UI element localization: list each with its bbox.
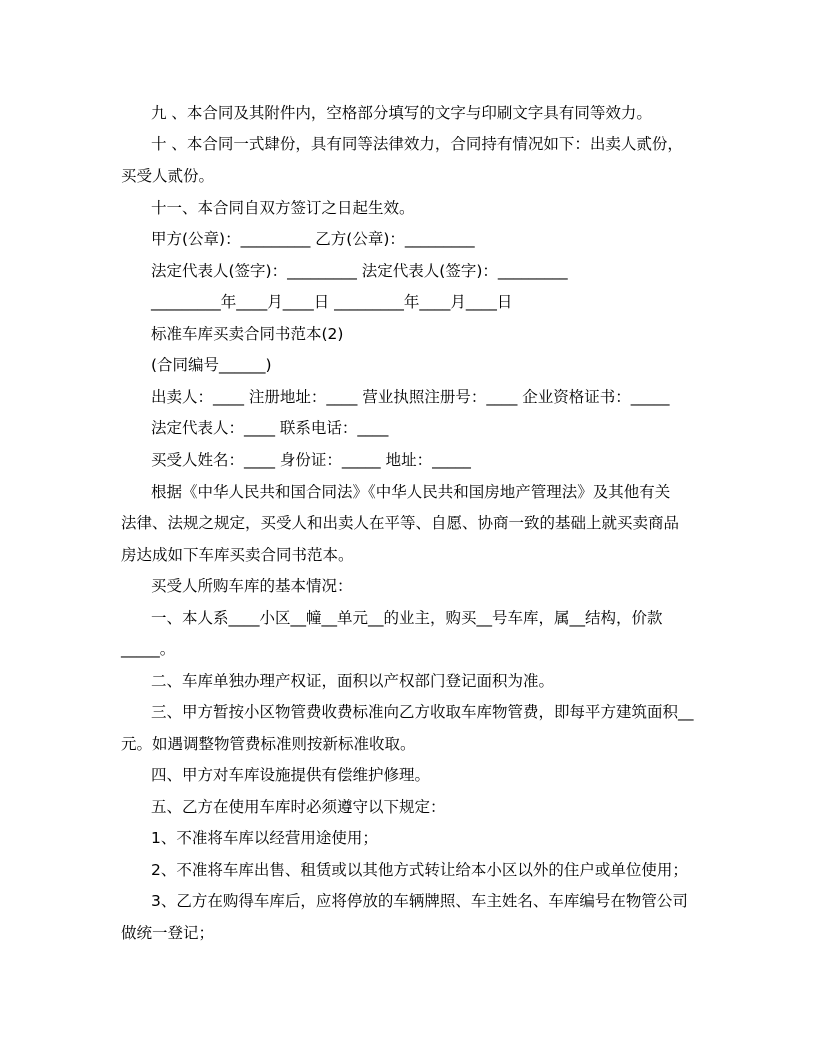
rule-2: 2、不准将车库出售、租赁或以其他方式转让给本小区以外的住户或单位使用； xyxy=(151,861,688,879)
basis-paragraph-line-3: 房达成如下车库买卖合同书范本。 xyxy=(121,546,354,564)
date-line: _________年____月____日 _________年____月____日 xyxy=(151,293,513,311)
item-3-line-1: 三、甲方暂按小区物管费收费标准向乙方收取车库物管费，即每平方建筑面积__ xyxy=(151,703,694,721)
seal-line: 甲方(公章)：_________ 乙方(公章)：_________ xyxy=(151,230,475,248)
garage-basic-info-heading: 买受人所购车库的基本情况： xyxy=(151,577,353,595)
item-1-line-2: _____。 xyxy=(121,640,176,658)
buyer-info: 买受人姓名：____ 身份证：_____ 地址：_____ xyxy=(151,451,471,469)
item-2: 二、车库单独办理产权证，面积以产权部门登记面积为准。 xyxy=(151,672,555,690)
item-5-heading: 五、乙方在使用车库时必须遵守以下规定： xyxy=(151,798,446,816)
section-title: 标准车库买卖合同书范本(2) xyxy=(151,325,344,343)
clause-10: 十 、本合同一式肆份，具有同等法律效力，合同持有情况如下：出卖人贰份， xyxy=(151,135,683,153)
legal-representative-info: 法定代表人：____ 联系电话：____ xyxy=(151,419,389,437)
item-4: 四、甲方对车库设施提供有偿维护修理。 xyxy=(151,766,431,784)
basis-paragraph-line-1: 根据《中华人民共和国合同法》《中华人民共和国房地产管理法》及其他有关 xyxy=(151,483,671,501)
clause-9: 九 、本合同及其附件内，空格部分填写的文字与印刷文字具有同等效力。 xyxy=(151,104,652,122)
signature-line: 法定代表人(签字)：_________ 法定代表人(签字)：_________ xyxy=(151,262,568,280)
rule-3-line-2: 做统一登记； xyxy=(121,924,215,942)
contract-number: (合同编号______) xyxy=(151,356,272,374)
basis-paragraph-line-2: 法律、法规之规定，买受人和出卖人在平等、自愿、协商一致的基础上就买卖商品 xyxy=(121,514,680,532)
item-1-line-1: 一、本人系____小区__幢__单元__的业主，购买__号车库，属__结构，价款 xyxy=(151,609,663,627)
clause-11: 十一、本合同自双方签订之日起生效。 xyxy=(151,199,415,217)
item-3-line-2: 元。如遇调整物管费标准则按新标准收取。 xyxy=(121,735,416,753)
clause-10-continued: 买受人贰份。 xyxy=(121,167,215,185)
seller-info: 出卖人：____ 注册地址：____ 营业执照注册号：____ 企业资格证书：_____ xyxy=(151,388,670,406)
rule-1: 1、不准将车库以经营用途使用； xyxy=(151,829,378,847)
rule-3-line-1: 3、乙方在购得车库后，应将停放的车辆牌照、车主姓名、车库编号在物管公司 xyxy=(151,892,688,910)
